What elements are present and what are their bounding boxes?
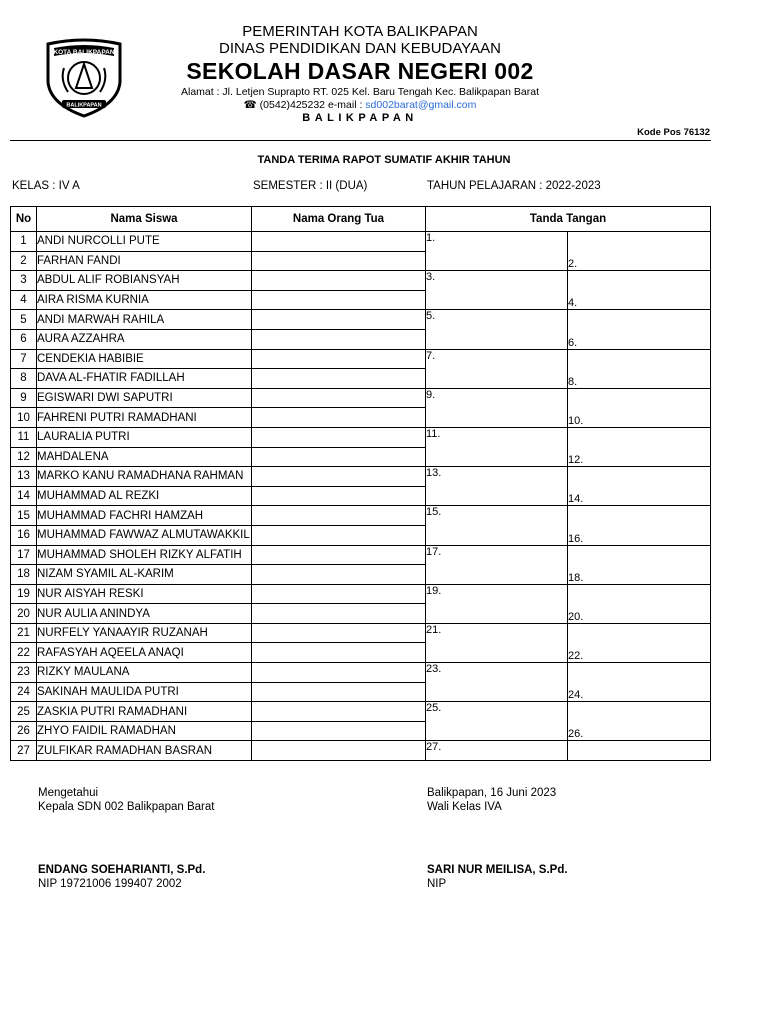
signature-cell[interactable]: 6. <box>568 310 711 349</box>
student-name-cell <box>37 525 252 545</box>
city-emblem-logo <box>40 38 128 118</box>
signature-cell[interactable]: 3. <box>426 271 568 310</box>
student-name-cell <box>37 565 252 585</box>
student-name-cell <box>37 232 252 252</box>
parent-name-cell[interactable] <box>252 584 426 604</box>
student-number: 6 <box>11 329 37 349</box>
student-number: 9 <box>11 388 37 408</box>
parent-name-cell[interactable] <box>252 525 426 545</box>
teacher-nip: NIP <box>427 878 447 890</box>
student-name-cell <box>37 408 252 428</box>
parent-name-cell[interactable] <box>252 604 426 624</box>
table-row <box>11 232 711 252</box>
student-name: ZASKIA PUTRI RAMADHANI <box>37 705 188 718</box>
signature-cell[interactable]: 23. <box>426 663 568 702</box>
table-row <box>11 310 711 330</box>
signature-cell[interactable]: 16. <box>568 506 711 545</box>
student-name-cell <box>37 545 252 565</box>
student-name-cell <box>37 643 252 663</box>
student-number: 11 <box>11 427 37 447</box>
table-row <box>11 506 711 526</box>
principal-title: Kepala SDN 002 Balikpapan Barat <box>38 801 215 813</box>
signature-cell[interactable]: 14. <box>568 467 711 506</box>
receipt-table <box>10 206 711 761</box>
student-name: LAURALIA PUTRI <box>37 431 130 444</box>
student-name-cell <box>37 349 252 369</box>
parent-name-cell[interactable] <box>252 486 426 506</box>
signature-cell[interactable]: 7. <box>426 349 568 388</box>
student-number: 24 <box>11 682 37 702</box>
signature-cell[interactable]: 27. <box>426 741 568 761</box>
student-name: MUHAMMAD FAWWAZ ALMUTAWAKKIL <box>37 529 250 542</box>
parent-name-cell[interactable] <box>252 565 426 585</box>
principal-name: ENDANG SOEHARIANTI, S.Pd. <box>38 864 206 876</box>
student-name-cell <box>37 486 252 506</box>
student-number: 1 <box>11 232 37 252</box>
student-name: ABDUL ALIF ROBIANSYAH <box>37 274 180 287</box>
student-name: MUHAMMAD FACHRI HAMZAH <box>37 509 204 522</box>
signature-cell[interactable]: 19. <box>426 584 568 623</box>
footer-right-block <box>427 786 556 814</box>
student-number: 10 <box>11 408 37 428</box>
student-name: FAHRENI PUTRI RAMADHANI <box>37 411 197 424</box>
parent-name-cell[interactable] <box>252 545 426 565</box>
student-name-cell <box>37 329 252 349</box>
department-title: DINAS PENDIDIKAN DAN KEBUDAYAAN <box>218 40 501 57</box>
signature-cell[interactable]: 15. <box>426 506 568 545</box>
student-name: ANDI MARWAH RAHILA <box>37 313 165 326</box>
signature-cell[interactable]: 17. <box>426 545 568 584</box>
student-name: NURFELY YANAAYIR RUZANAH <box>37 627 208 640</box>
parent-name-cell[interactable] <box>252 721 426 741</box>
table-row <box>11 427 711 447</box>
header-no: No <box>11 207 37 232</box>
table-row <box>11 663 711 683</box>
student-name-cell <box>37 682 252 702</box>
parent-name-cell[interactable] <box>252 447 426 467</box>
student-number: 4 <box>11 290 37 310</box>
parent-name-cell[interactable] <box>252 682 426 702</box>
student-name-cell <box>37 427 252 447</box>
teacher-signature-block <box>427 863 568 891</box>
student-name-cell <box>37 604 252 624</box>
student-number: 14 <box>11 486 37 506</box>
signature-cell[interactable] <box>568 741 711 761</box>
parent-name-cell[interactable] <box>252 251 426 271</box>
principal-nip: NIP 19721006 199407 2002 <box>38 878 182 890</box>
parent-name-cell[interactable] <box>252 408 426 428</box>
table-row <box>11 349 711 369</box>
student-number: 26 <box>11 721 37 741</box>
student-name-cell <box>37 702 252 722</box>
signature-cell[interactable]: 10. <box>568 388 711 427</box>
table-header-row <box>11 207 711 232</box>
student-name-cell <box>37 369 252 389</box>
student-name: RAFASYAH AQEELA ANAQI <box>37 646 184 659</box>
student-name: NUR AULIA ANINDYA <box>37 607 150 620</box>
student-name-cell <box>37 251 252 271</box>
student-number: 21 <box>11 623 37 643</box>
student-name: AIRA RISMA KURNIA <box>37 294 149 307</box>
parent-name-cell[interactable] <box>252 741 426 761</box>
student-name-cell <box>37 623 252 643</box>
student-number: 19 <box>11 584 37 604</box>
logo-bottom-text: BALIKPAPAN <box>66 102 102 109</box>
header-student-name: Nama Siswa <box>37 207 252 232</box>
student-name: NIZAM SYAMIL AL-KARIM <box>37 568 174 581</box>
student-name: NUR AISYAH RESKI <box>37 587 144 600</box>
student-number: 15 <box>11 506 37 526</box>
signature-cell[interactable]: 25. <box>426 702 568 741</box>
table-row <box>11 584 711 604</box>
principal-signature-block <box>38 863 205 891</box>
class-label: KELAS : IV A <box>12 180 80 192</box>
school-title: SEKOLAH DASAR NEGERI 002 <box>186 58 534 84</box>
student-name-cell <box>37 467 252 487</box>
table-row <box>11 623 711 643</box>
signature-cell[interactable]: 5. <box>426 310 568 349</box>
student-number: 22 <box>11 643 37 663</box>
place-date: Balikpapan, 16 Juni 2023 <box>427 787 557 799</box>
table-body <box>11 232 711 761</box>
student-name: MARKO KANU RAMADHANA RAHMAN <box>37 470 244 483</box>
signature-cell[interactable]: 11. <box>426 427 568 466</box>
document-title: TANDA TERIMA RAPOT SUMATIF AKHIR TAHUN <box>257 154 511 166</box>
student-name: CENDEKIA HABIBIE <box>37 352 144 365</box>
parent-name-cell[interactable] <box>252 369 426 389</box>
student-name-cell <box>37 388 252 408</box>
student-number: 12 <box>11 447 37 467</box>
signature-cell[interactable]: 20. <box>568 584 711 623</box>
school-address: Alamat : Jl. Letjen Suprapto RT. 025 Kel. Baru Tengah Kec. Balikpapan Barat <box>181 86 539 98</box>
student-name: MAHDALENA <box>37 450 109 463</box>
signature-cell[interactable]: 13. <box>426 467 568 506</box>
postal-code: Kode Pos 76132 <box>637 127 710 138</box>
student-number: 18 <box>11 565 37 585</box>
signature-cell[interactable]: 24. <box>568 663 711 702</box>
parent-name-cell[interactable] <box>252 427 426 447</box>
signature-cell[interactable]: 2. <box>568 232 711 271</box>
student-name-cell <box>37 271 252 291</box>
signature-cell[interactable]: 8. <box>568 349 711 388</box>
student-number: 20 <box>11 604 37 624</box>
student-name: MUHAMMAD AL REZKI <box>37 490 160 503</box>
student-name: AURA AZZAHRA <box>37 333 125 346</box>
signature-cell[interactable]: 26. <box>568 702 711 741</box>
header-signature: Tanda Tangan <box>426 207 711 232</box>
student-name-cell <box>37 290 252 310</box>
parent-name-cell[interactable] <box>252 349 426 369</box>
student-number: 27 <box>11 741 37 761</box>
student-name: RIZKY MAULANA <box>37 666 130 679</box>
signature-cell[interactable]: 18. <box>568 545 711 584</box>
header-parent-name: Nama Orang Tua <box>252 207 426 232</box>
student-name-cell <box>37 663 252 683</box>
parent-name-cell[interactable] <box>252 310 426 330</box>
student-number: 16 <box>11 525 37 545</box>
parent-name-cell[interactable] <box>252 290 426 310</box>
student-number: 8 <box>11 369 37 389</box>
signature-cell[interactable]: 4. <box>568 271 711 310</box>
student-number: 25 <box>11 702 37 722</box>
student-name: MUHAMMAD SHOLEH RIZKY ALFATIH <box>37 548 242 561</box>
parent-name-cell[interactable] <box>252 467 426 487</box>
table-row <box>11 271 711 291</box>
student-name: SAKINAH MAULIDA PUTRI <box>37 685 179 698</box>
parent-name-cell[interactable] <box>252 623 426 643</box>
parent-name-cell[interactable] <box>252 663 426 683</box>
parent-name-cell[interactable] <box>252 232 426 252</box>
city-name: BALIKPAPAN <box>302 112 418 124</box>
school-contact <box>150 99 570 111</box>
parent-name-cell[interactable] <box>252 271 426 291</box>
student-name-cell <box>37 584 252 604</box>
student-name-cell <box>37 506 252 526</box>
table-row <box>11 702 711 722</box>
parent-name-cell[interactable] <box>252 329 426 349</box>
student-name: FARHAN FANDI <box>37 254 121 267</box>
student-number: 2 <box>11 251 37 271</box>
signature-cell[interactable]: 9. <box>426 388 568 427</box>
student-number: 7 <box>11 349 37 369</box>
header-divider <box>10 140 711 141</box>
teacher-name: SARI NUR MEILISA, S.Pd. <box>427 864 568 876</box>
student-name: EGISWARI DWI SAPUTRI <box>37 392 173 405</box>
student-name-cell <box>37 741 252 761</box>
student-name: ZULFIKAR RAMADHAN BASRAN <box>37 744 213 757</box>
signature-cell[interactable]: 22. <box>568 623 711 662</box>
student-name: ANDI NURCOLLI PUTE <box>37 235 160 248</box>
student-name: DAVA AL-FHATIR FADILLAH <box>37 372 185 385</box>
student-number: 13 <box>11 467 37 487</box>
table-row <box>11 467 711 487</box>
student-number: 17 <box>11 545 37 565</box>
semester-label: SEMESTER : II (DUA) <box>253 180 368 192</box>
acknowledged-label: Mengetahui <box>38 787 99 799</box>
phone-text: ☎ (0542)425232 e-mail : <box>243 99 366 111</box>
student-number: 3 <box>11 271 37 291</box>
student-number: 5 <box>11 310 37 330</box>
parent-name-cell[interactable] <box>252 388 426 408</box>
footer-left-block <box>38 786 214 814</box>
student-name-cell <box>37 721 252 741</box>
parent-name-cell[interactable] <box>252 506 426 526</box>
signature-cell[interactable]: 1. <box>426 232 568 271</box>
table-row <box>11 545 711 565</box>
signature-cell[interactable]: 12. <box>568 427 711 466</box>
homeroom-title: Wali Kelas IVA <box>427 801 502 813</box>
parent-name-cell[interactable] <box>252 643 426 663</box>
student-name-cell <box>37 447 252 467</box>
government-title: PEMERINTAH KOTA BALIKPAPAN <box>242 23 478 40</box>
logo-top-text: KOTA BALIKPAPAN <box>53 49 115 56</box>
student-number: 23 <box>11 663 37 683</box>
email-link[interactable]: sd002barat@gmail.com <box>365 99 477 111</box>
table-row <box>11 741 711 761</box>
signature-cell[interactable]: 21. <box>426 623 568 662</box>
academic-year-label: TAHUN PELAJARAN : 2022-2023 <box>427 180 601 192</box>
student-name: ZHYO FAIDIL RAMADHAN <box>37 725 176 738</box>
table-row <box>11 388 711 408</box>
student-name-cell <box>37 310 252 330</box>
parent-name-cell[interactable] <box>252 702 426 722</box>
